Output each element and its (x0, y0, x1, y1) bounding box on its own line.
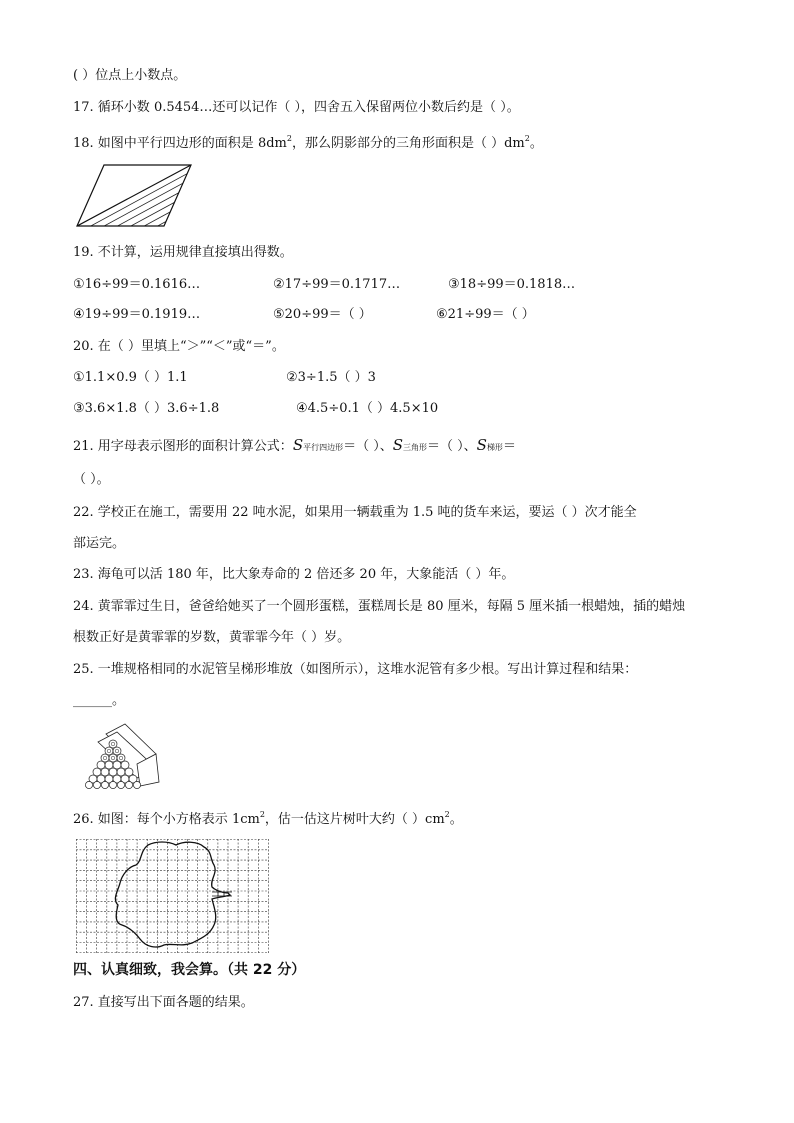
q26-text-b: ，估一估这片树叶大约（ ）cm (264, 812, 445, 827)
q19-item-2: ②17÷99＝0.1717… (273, 277, 401, 292)
q21-sub-1: 平行四边形 (303, 443, 344, 452)
question-21 (73, 436, 516, 457)
question-26 (73, 806, 463, 829)
section-4-heading: 四、认真细致，我会算。（共 22 分） (73, 962, 306, 978)
question-18 (73, 130, 543, 153)
parallelogram-figure (73, 162, 195, 230)
question-22: 22. 学校正在施工，需要用 22 吨水泥，如果用一辆载重为 1.5 吨的货车来运，要运（ ）次才能全 (73, 505, 637, 520)
q19-item-4: ④19÷99＝0.1919… (73, 307, 201, 322)
q18-sup: 2 (286, 134, 292, 143)
q26-sup2: 2 (444, 810, 450, 819)
question-17: 17. 循环小数 0.5454…还可以记作（ ），四舍五入保留两位小数后约是（ ）。 (73, 100, 520, 115)
q21-continued: （ ）。 (73, 472, 110, 487)
question-24: 24. 黄霏霏过生日，爸爸给她买了一个圆形蛋糕，蛋糕周长是 80 厘米，每隔 5 厘米插一根蜡烛，插的蜡烛 (73, 599, 686, 614)
question-20: 20. 在（ ）里填上“＞”“＜”或“＝”。 (73, 339, 285, 354)
q21-sub-3: 梯形 (486, 443, 503, 452)
q26-sup: 2 (259, 810, 265, 819)
q18-text-b: ，那么阴影部分的三角形面积是（ ）dm (291, 136, 525, 151)
q21-s-3: S (476, 436, 487, 454)
q18-text-a: 18. 如图中平行四边形的面积是 8dm (73, 136, 287, 151)
q26-text-c: 。 (449, 812, 463, 827)
question-19: 19. 不计算，运用规律直接填出得数。 (73, 245, 293, 260)
q19-item-5: ⑤20÷99＝（ ） (273, 307, 372, 322)
leaf-grid-figure (76, 839, 270, 953)
q19-item-1: ①16÷99＝0.1616… (73, 277, 201, 292)
q22-continued: 部运完。 (73, 536, 126, 551)
q20-item-2: ②3÷1.5（ ）3 (286, 370, 376, 385)
q21-s-1: S (292, 436, 304, 454)
q21-text-d: ＝ (502, 439, 516, 454)
q21-sub-2: 三角形 (403, 443, 428, 452)
q26-text-a: 26. 如图：每个小方格表示 1cm (73, 812, 260, 827)
q16-tail: ( ）位点上小数点。 (73, 68, 187, 83)
q18-sup2: 2 (524, 134, 530, 143)
q24-continued: 根数正好是黄霏霏的岁数，黄霏霏今年（ ）岁。 (73, 630, 351, 645)
question-23: 23. 海龟可以活 180 年，比大象寿命的 2 倍还多 20 年，大象能活（ ）年。 (73, 567, 515, 582)
q20-item-1: ①1.1×0.9（ ）1.1 (73, 370, 188, 385)
q18-text-c: 。 (529, 136, 543, 151)
q20-item-3: ③3.6×1.8（ ）3.6÷1.8 (73, 401, 220, 416)
q21-text-b: ＝（ ）、 (343, 439, 393, 454)
q19-item-3: ③18÷99＝0.1818… (448, 277, 576, 292)
q21-text-c: ＝（ ）、 (427, 439, 477, 454)
q21-text-a: 21. 用字母表示图形的面积计算公式： (73, 439, 293, 454)
question-27: 27. 直接写出下面各题的结果。 (73, 995, 254, 1010)
q20-item-4: ④4.5÷0.1（ ）4.5×10 (296, 401, 439, 416)
q25-answer-line: ______。 (73, 693, 126, 708)
q21-s-2: S (392, 436, 404, 454)
q19-item-6: ⑥21÷99＝（ ） (436, 307, 535, 322)
pipe-stack-figure (73, 720, 163, 790)
question-25: 25. 一堆规格相同的水泥管呈梯形堆放（如图所示），这堆水泥管有多少根。写出计算过程和结果： (73, 662, 638, 677)
